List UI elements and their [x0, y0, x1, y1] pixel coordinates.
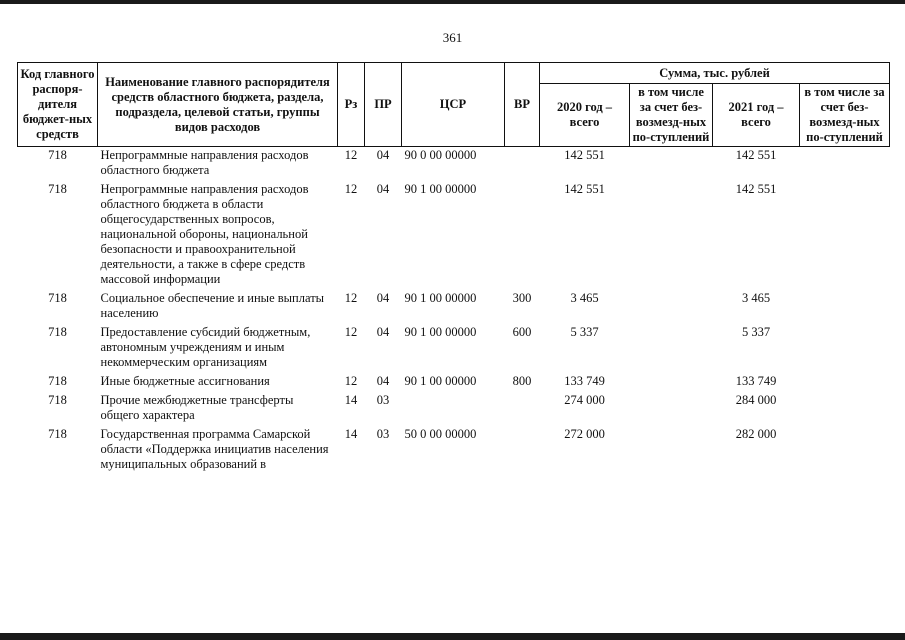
- cell-code: 718: [48, 325, 67, 339]
- cell-2021-total: 282 000: [735, 427, 777, 441]
- table-header: [18, 63, 890, 147]
- cell-2020-total: 3 465: [570, 291, 599, 305]
- cell-rz: 12: [344, 148, 358, 162]
- cell-2021-grants: [800, 426, 890, 475]
- top-border-bar: [0, 0, 905, 4]
- cell-2020-total: 272 000: [564, 427, 605, 441]
- header-vr: ВР: [505, 63, 540, 147]
- header-2020-total: 2020 год – всего: [540, 84, 630, 147]
- cell-vr: [505, 181, 540, 290]
- cell-2021-grants: [800, 373, 890, 392]
- cell-vr: [505, 426, 540, 475]
- header-pr: ПР: [365, 63, 402, 147]
- cell-name: Иные бюджетные ассигнования: [100, 374, 270, 388]
- cell-csr: 90 1 00 00000: [404, 374, 477, 388]
- header-2020-grants: в том числе за счет без-возмезд-ных по-ступлений: [630, 84, 713, 147]
- cell-rz: 12: [344, 374, 358, 388]
- cell-2021-total: 142 551: [735, 182, 777, 196]
- table-row: [18, 324, 890, 373]
- header-2021-total: 2021 год – всего: [713, 84, 800, 147]
- cell-name: Непрограммные направления расходов областного бюджета: [100, 148, 309, 177]
- cell-csr: [402, 392, 505, 426]
- cell-csr: 90 0 00 00000: [404, 148, 477, 162]
- cell-vr: 300: [512, 291, 532, 305]
- cell-2021-total: 5 337: [741, 325, 771, 339]
- cell-code: 718: [48, 374, 67, 388]
- cell-code: 718: [48, 393, 67, 407]
- cell-rz: 12: [344, 291, 358, 305]
- cell-2021-grants: [800, 392, 890, 426]
- cell-rz: 14: [344, 427, 358, 441]
- cell-2021-grants: [800, 324, 890, 373]
- cell-2020-grants: [630, 324, 713, 373]
- page-number: 361: [442, 30, 463, 45]
- header-2021-grants: в том числе за счет без-возмезд-ных по-ступлений: [800, 84, 890, 147]
- bottom-border-bar: [0, 633, 905, 640]
- table-row: [18, 147, 890, 182]
- cell-code: 718: [48, 148, 67, 162]
- cell-2021-grants: [800, 181, 890, 290]
- cell-code: 718: [48, 182, 67, 196]
- table-row: [18, 392, 890, 426]
- table-row: [18, 373, 890, 392]
- cell-2020-grants: [630, 181, 713, 290]
- header-name: Наименование главного распорядителя средств областного бюджета, раздела, подраздела, целевой статьи, группы видов расходов: [98, 63, 338, 147]
- cell-vr: [505, 392, 540, 426]
- table-row: [18, 290, 890, 324]
- cell-code: 718: [48, 291, 67, 305]
- cell-name: Социальное обеспечение и иные выплаты населению: [100, 291, 325, 320]
- header-csr: ЦСР: [402, 63, 505, 147]
- cell-csr: 90 1 00 00000: [404, 182, 477, 196]
- cell-2020-total: 274 000: [564, 393, 605, 407]
- cell-vr: 600: [512, 325, 532, 339]
- cell-2020-total: 142 551: [564, 148, 605, 162]
- cell-2021-total: 133 749: [735, 374, 777, 388]
- cell-2021-total: 3 465: [741, 291, 771, 305]
- cell-csr: 90 1 00 00000: [404, 325, 477, 339]
- cell-rz: 12: [344, 182, 358, 196]
- cell-vr: 800: [512, 374, 532, 388]
- cell-2021-grants: [800, 290, 890, 324]
- header-sum-group: Сумма, тыс. рублей: [540, 63, 890, 84]
- cell-2020-grants: [630, 290, 713, 324]
- cell-name: Непрограммные направления расходов областного бюджета в области общегосударственных вопросов, национальной обороны, национальной безопасности и правоохранительной деятельности, а также в сфере средств массовой информации: [100, 182, 309, 286]
- table-body: [18, 147, 890, 476]
- cell-pr: 03: [376, 427, 390, 441]
- cell-2021-total: 142 551: [735, 148, 777, 162]
- cell-2020-total: 133 749: [564, 374, 605, 388]
- cell-pr: 04: [376, 291, 390, 305]
- cell-2020-total: 5 337: [570, 325, 599, 339]
- cell-name: Предоставление субсидий бюджетным, автономным учреждениям и иным некоммерческим организациям: [100, 325, 311, 369]
- cell-2020-total: 142 551: [564, 182, 605, 196]
- header-code: Код главного распоря-дителя бюджет-ных средств: [18, 63, 98, 147]
- cell-2021-grants: [800, 147, 890, 182]
- cell-2020-grants: [630, 373, 713, 392]
- cell-rz: 14: [344, 393, 358, 407]
- cell-2020-grants: [630, 147, 713, 182]
- table-row: [18, 426, 890, 475]
- cell-code: 718: [48, 427, 67, 441]
- cell-2021-total: 284 000: [735, 393, 777, 407]
- cell-csr: 50 0 00 00000: [404, 427, 477, 441]
- cell-pr: 04: [376, 182, 390, 196]
- cell-rz: 12: [344, 325, 358, 339]
- cell-pr: 04: [376, 325, 390, 339]
- table-row: [18, 181, 890, 290]
- cell-pr: 04: [376, 148, 390, 162]
- cell-pr: 03: [376, 393, 390, 407]
- cell-vr: [505, 147, 540, 182]
- cell-name: Прочие межбюджетные трансферты общего характера: [100, 393, 294, 422]
- cell-pr: 04: [376, 374, 390, 388]
- cell-2020-grants: [630, 426, 713, 475]
- cell-2020-grants: [630, 392, 713, 426]
- cell-name: Государственная программа Самарской области «Поддержка инициатив населения муниципальных образований в: [100, 427, 329, 471]
- header-rz: Рз: [338, 63, 365, 147]
- budget-table: [17, 62, 890, 475]
- cell-csr: 90 1 00 00000: [404, 291, 477, 305]
